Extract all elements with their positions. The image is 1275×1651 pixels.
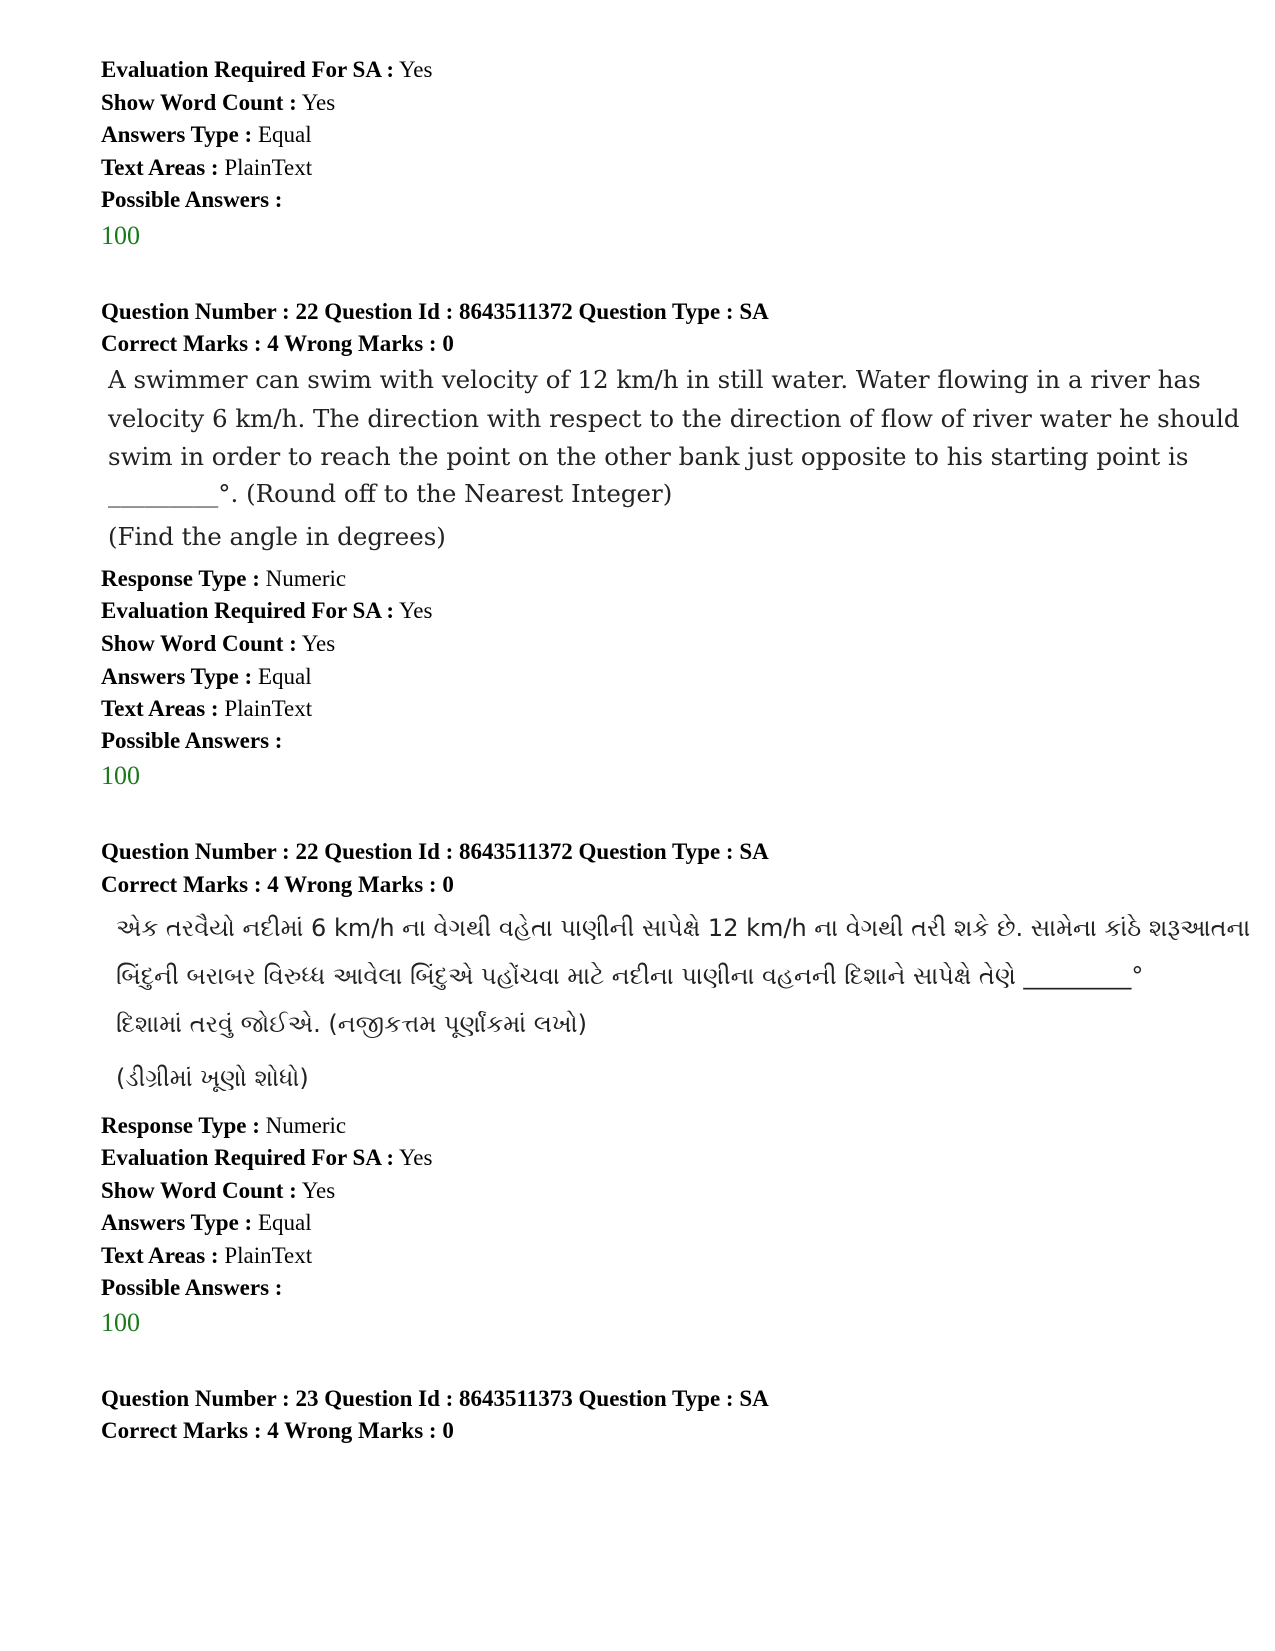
response-type-row: Response Type : Numeric [101,566,347,591]
question-text-line: દિશામાં તરવું જોઈએ. (નજીકત્તમ પૂર્ણાંકમાં લખો) [116,1010,587,1038]
possible-answer-value: 100 [101,761,140,790]
question-text-line: બિંદુની બરાબર વિરુધ્ધ આવેલા બિંદુએ પહોંચવા માટે નદીના પાણીના વહનની દિશાને સાપેક્ષે તેણે _________° [116,962,1144,990]
question-header: Question Number : 23 Question Id : 8643511373 Question Type : SA [101,1386,769,1411]
question-text-line: velocity 6 km/h. The direction with respect to the direction of flow of river water he should [108,404,1240,433]
eval-label: Evaluation Required For SA : [101,57,395,82]
question-hint: (ડીગ્રીમાં ખૂણો શોધો) [116,1064,309,1092]
word-count-row: Show Word Count : Yes [101,631,336,656]
question-text-line: swim in order to reach the point on the other bank just opposite to his starting point is [108,442,1189,471]
question-marks: Correct Marks : 4 Wrong Marks : 0 [101,872,454,897]
answers-type-row: Answers Type : Equal [101,664,312,689]
possible-answers-row [101,185,282,215]
question-header: Question Number : 22 Question Id : 8643511372 Question Type : SA [101,299,769,324]
answers-type-row: Answers Type : Equal [101,1210,312,1235]
text-areas-row [101,153,312,183]
answers-type-value: Equal [257,122,312,147]
question-header: Question Number : 22 Question Id : 8643511372 Question Type : SA [101,839,769,864]
eval-value: Yes [399,57,433,82]
word-count-row: Show Word Count : Yes [101,1178,336,1203]
text-areas-label: Text Areas : [101,155,219,180]
eval-row [101,55,432,85]
question-hint: (Find the angle in degrees) [108,522,446,551]
possible-answers-row: Possible Answers : [101,728,283,753]
question-marks: Correct Marks : 4 Wrong Marks : 0 [101,1418,454,1443]
response-type-row: Response Type : Numeric [101,1113,347,1138]
word-count-row [101,88,335,118]
text-areas-row: Text Areas : PlainText [101,696,313,721]
text-areas-value: PlainText [224,155,313,180]
answers-type-row [101,120,312,150]
question-marks: Correct Marks : 4 Wrong Marks : 0 [101,331,454,356]
possible-answers-label: Possible Answers : [101,187,283,212]
possible-answer-value: 100 [101,221,140,250]
word-count-label: Show Word Count : [101,90,297,115]
possible-answer-value: 100 [101,1308,140,1337]
eval-row: Evaluation Required For SA : Yes [101,598,433,623]
possible-answers-row: Possible Answers : [101,1275,283,1300]
eval-row: Evaluation Required For SA : Yes [101,1145,433,1170]
word-count-value: Yes [301,90,336,115]
question-text-line: A swimmer can swim with velocity of 12 km/h in still water. Water flowing in a river has [108,365,1201,394]
question-text-line: એક તરવૈયો નદીમાં 6 km/h ના વેગથી વહેતા પાણીની સાપેક્ષે 12 km/h ના વેગથી તરી શકે છે. સામેના કાંઠે શરૂઆતના [116,914,1251,942]
question-text-line: _________°. (Round off to the Nearest Integer) [108,479,673,508]
text-areas-row: Text Areas : PlainText [101,1243,313,1268]
answers-type-label: Answers Type : [101,122,253,147]
